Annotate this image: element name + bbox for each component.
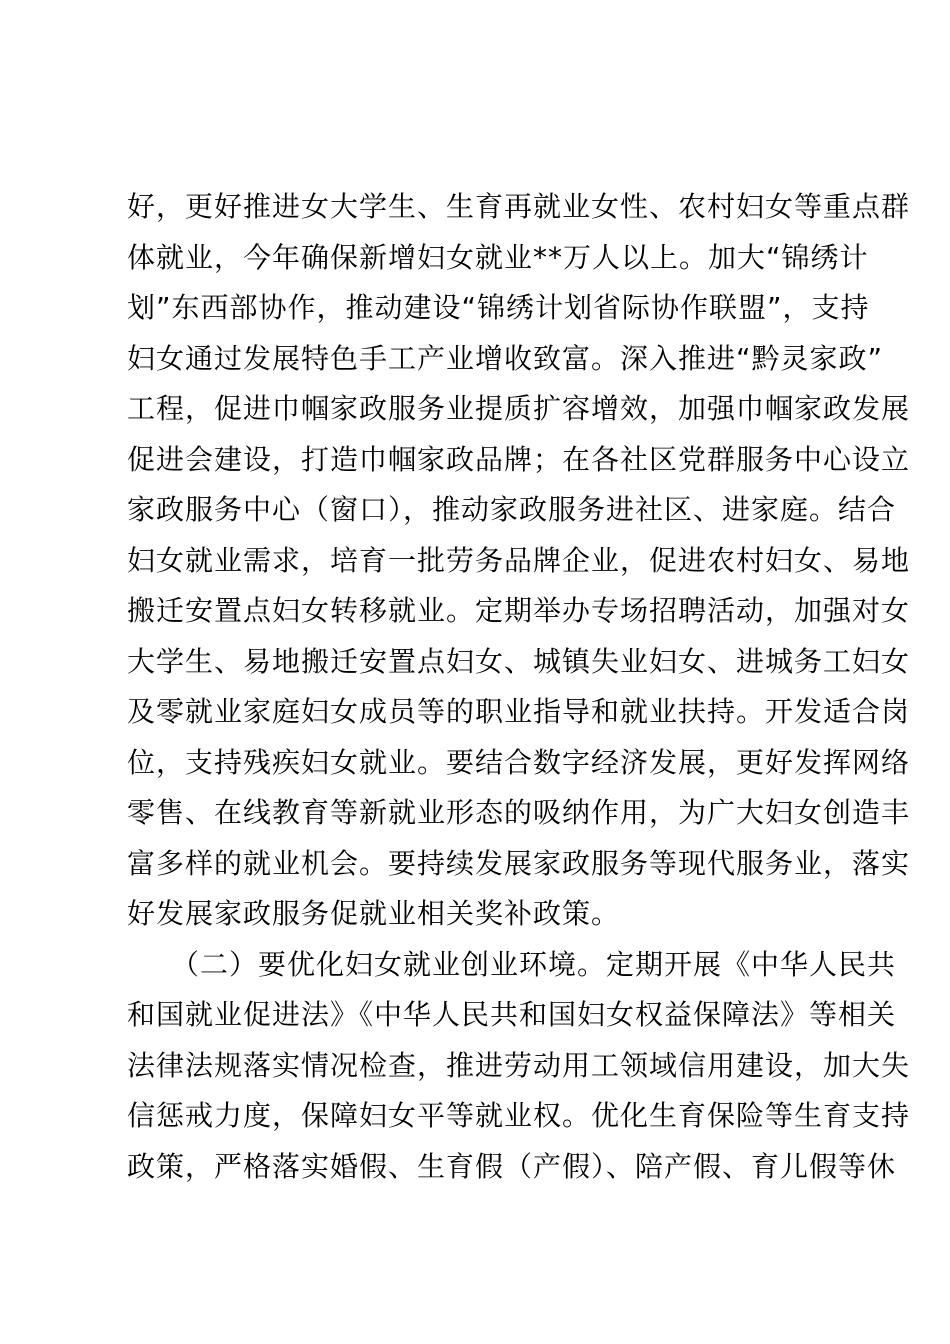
text-line: 零售、在线教育等新就业形态的吸纳作用，为广大妇女创造丰 (127, 796, 911, 829)
text-line: 妇女就业需求，培育一批劳务品牌企业，促进农村妇女、易地 (127, 543, 911, 577)
text-line: 划”东西部协作，推动建设“锦绣计划省际协作联盟”，支持 (127, 291, 870, 324)
text-line: 促进会建设，打造巾帼家政品牌；在各社区党群服务中心设立 (127, 442, 911, 476)
text-line: 工程，促进巾帼家政服务业提质扩容增效，加强巾帼家政发展 (127, 392, 911, 425)
text-line: 好发展家政服务促就业相关奖补政策。 (127, 897, 621, 930)
text-line: 位，支持残疾妇女就业。要结合数字经济发展，更好发挥网络 (127, 745, 911, 779)
section-heading-line: （二）要优化妇女就业创业环境。定期开展《中华人民共 (127, 947, 897, 981)
text-line: 妇女通过发展特色手工产业增收致富。深入推进“黔灵家政” (127, 341, 884, 375)
text-line: 信惩戒力度，保障妇女平等就业权。优化生育保险等生育支持 (127, 1099, 911, 1132)
text-line: 好，更好推进女大学生、生育再就业女性、农村妇女等重点群 (127, 190, 911, 223)
text-line: 及零就业家庭妇女成员等的职业指导和就业扶持。开发适合岗 (127, 695, 911, 728)
text-line: 搬迁安置点妇女转移就业。定期举办专场招聘活动，加强对女 (127, 594, 911, 627)
text-line: 政策，严格落实婚假、生育假（产假）、陪产假、育儿假等休 (127, 1149, 897, 1183)
text-line: 法律法规落实情况检查，推进劳动用工领域信用建设，加大失 (127, 1048, 911, 1082)
text-line: 体就业，今年确保新增妇女就业**万人以上。加大“锦绣计 (127, 240, 869, 274)
text-line: 富多样的就业机会。要持续发展家政服务等现代服务业，落实 (127, 846, 911, 880)
text-line: 大学生、易地搬迁安置点妇女、城镇失业妇女、进城务工妇女 (127, 644, 911, 678)
text-line: 和国就业促进法》《中华人民共和国妇女权益保障法》等相关 (127, 998, 897, 1031)
text-line: 家政服务中心（窗口），推动家政服务进社区、进家庭。结合 (127, 493, 897, 526)
body-text (127, 182, 911, 1192)
